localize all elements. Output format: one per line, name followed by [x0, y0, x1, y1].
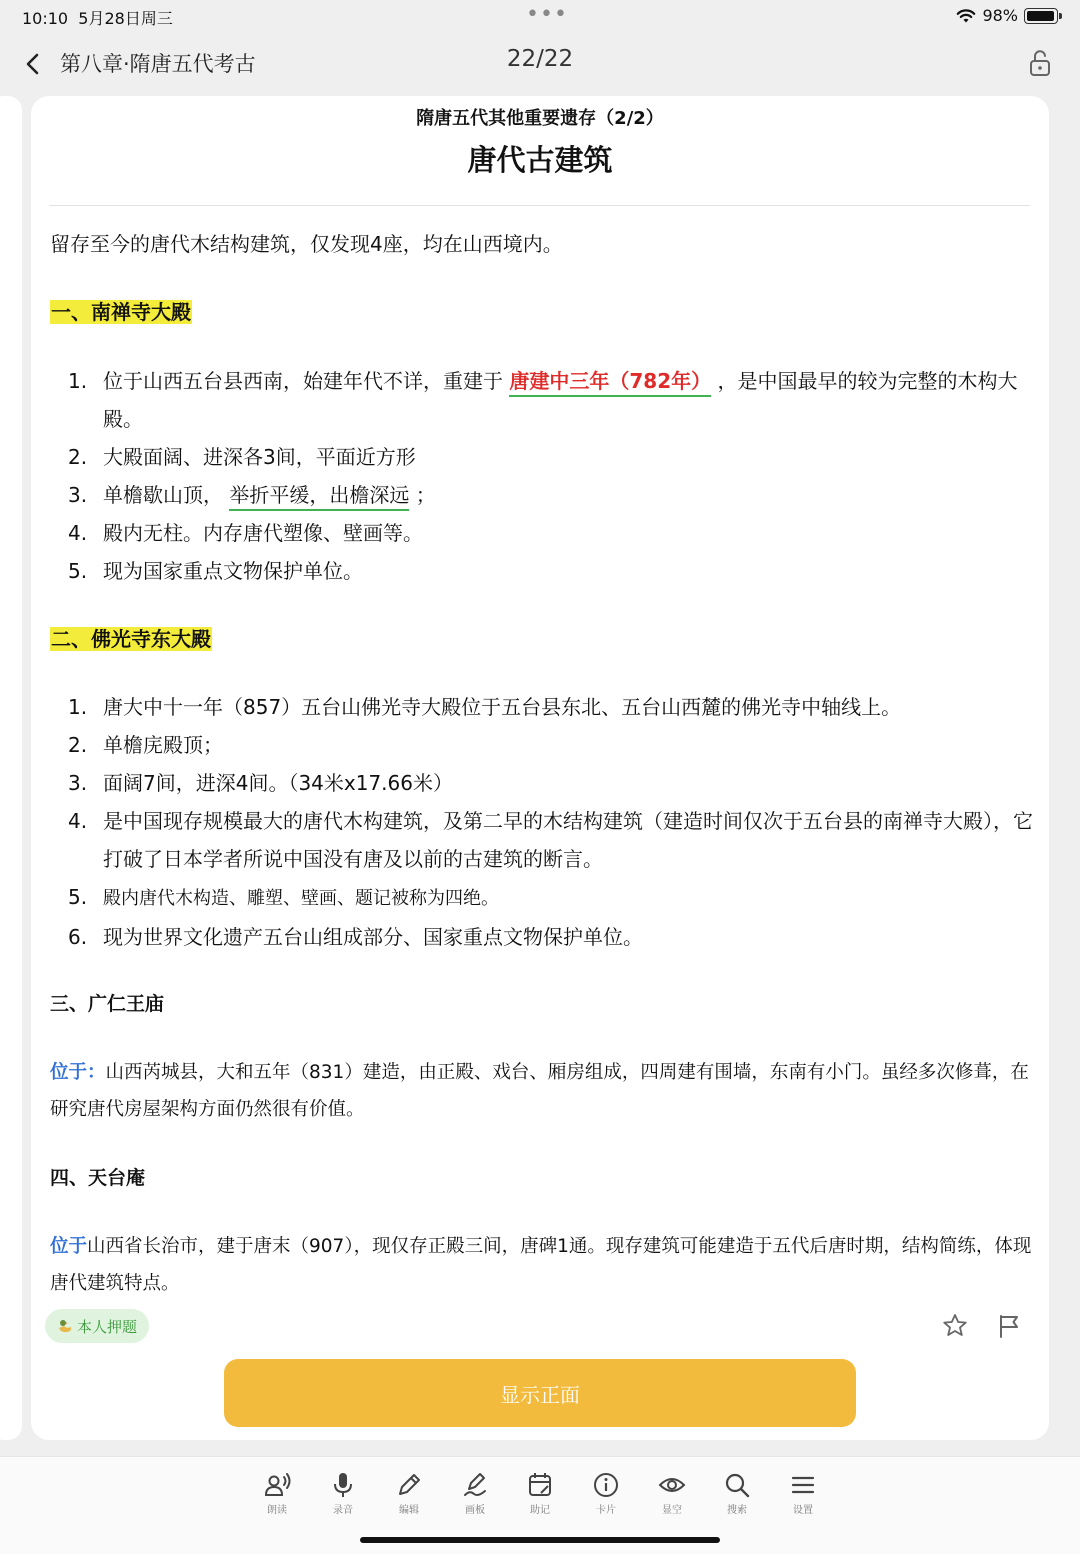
status-bar	[0, 0, 1080, 32]
list-number: 4.	[68, 521, 88, 545]
toolbar-card-info[interactable]	[581, 1471, 631, 1516]
toolbar-drawing-board[interactable]	[450, 1471, 500, 1516]
list-number: 1.	[68, 369, 88, 393]
star-icon[interactable]	[941, 1312, 969, 1340]
list-text: 大殿面阔、进深各3间，平面近方形	[103, 445, 416, 469]
tag-label: 本人押题	[77, 1317, 138, 1336]
section-heading-text: 一、南禅寺大殿	[51, 300, 191, 324]
card-subtitle: 隋唐五代其他重要遗存（2/2）	[416, 108, 664, 129]
drawing-board-icon	[461, 1471, 489, 1499]
pencil-icon	[395, 1471, 423, 1499]
flashcard	[31, 96, 1049, 1440]
list-text: ，是中国最早的较为完整的木构大殿。	[103, 369, 1018, 431]
toolbar-label: 搜索	[727, 1505, 747, 1516]
list-item	[50, 362, 1035, 438]
time-text: 10:10	[22, 9, 69, 28]
nanchan-list	[50, 362, 1035, 590]
read-aloud-icon	[263, 1471, 291, 1499]
bottom-toolbar	[0, 1456, 1080, 1554]
list-item	[50, 878, 1035, 918]
toolbar-label: 朗读	[267, 1505, 287, 1516]
status-right	[956, 6, 1058, 25]
list-text: 唐大中十一年（857）五台山佛光寺大殿位于五台县东北、五台山西麓的佛光寺中轴线上。	[103, 695, 902, 719]
list-item	[50, 688, 1035, 726]
list-text: 是中国现存规模最大的唐代木构建筑，及第二早的木结构建筑（建造时间仅次于五台县的南禅寺大殿），它打破了日本学者所说中国没有唐及以前的古建筑的断言。	[103, 809, 1033, 871]
wifi-icon	[956, 8, 976, 24]
list-item	[50, 438, 1035, 476]
duck-icon	[57, 1318, 73, 1334]
toolbar-label: 卡片	[596, 1505, 616, 1516]
chapter-title[interactable]: 第八章·隋唐五代考古	[60, 52, 256, 76]
list-number: 3.	[68, 771, 88, 795]
list-number: 2.	[68, 445, 88, 469]
guangren-text	[50, 1054, 1035, 1128]
toolbar-label: 编辑	[399, 1505, 419, 1516]
multitask-dots[interactable]: •••	[526, 2, 568, 27]
guess-tag[interactable]	[45, 1309, 149, 1343]
flag-icon[interactable]	[995, 1312, 1023, 1340]
list-text: ；	[415, 483, 436, 507]
calendar-icon	[526, 1471, 554, 1499]
home-indicator[interactable]	[360, 1537, 720, 1543]
eye-icon	[658, 1471, 686, 1499]
toolbar-settings[interactable]	[778, 1471, 828, 1516]
previous-card-edge[interactable]	[0, 96, 22, 1440]
show-front-button[interactable]: 显示正面	[224, 1359, 856, 1427]
list-number: 2.	[68, 733, 88, 757]
list-text: 单檐歇山顶，	[103, 483, 223, 507]
toolbar-read-aloud[interactable]	[252, 1471, 302, 1516]
list-item	[50, 476, 1035, 514]
list-text: 殿内无柱。内存唐代塑像、壁画等。	[103, 521, 423, 545]
tiantai-desc: 山西省长治市，建于唐末（907），现仅存正殿三间，唐碑1通。现存建筑可能建造于五代后唐时期，结构简练，体现唐代建筑特点。	[50, 1236, 1032, 1294]
toolbar-edit[interactable]	[384, 1471, 434, 1516]
foguang-list	[50, 688, 1035, 956]
page-counter: 22/22	[506, 46, 574, 72]
search-icon	[723, 1471, 751, 1499]
list-number: 5.	[68, 885, 88, 909]
info-icon	[592, 1471, 620, 1499]
toolbar-mnemonic[interactable]	[515, 1471, 565, 1516]
toolbar-label: 画板	[465, 1505, 485, 1516]
toolbar-show-blank[interactable]	[647, 1471, 697, 1516]
location-label: 位于	[50, 1236, 88, 1257]
list-number: 3.	[68, 483, 88, 507]
list-text: 殿内唐代木构造、雕塑、壁画、题记被称为四绝。	[103, 888, 499, 909]
battery-icon	[1024, 8, 1058, 24]
toolbar-label: 显空	[662, 1505, 682, 1516]
list-item	[50, 726, 1035, 764]
status-time	[22, 6, 173, 29]
highlight-date: 唐建中三年（782年）	[509, 369, 711, 397]
list-item	[50, 552, 1035, 590]
list-text: 位于山西五台县西南，始建年代不详，重建于	[103, 369, 503, 393]
toolbar-label: 设置	[793, 1505, 813, 1516]
list-item	[50, 514, 1035, 552]
toolbar-record[interactable]	[318, 1471, 368, 1516]
list-number: 4.	[68, 809, 88, 833]
divider	[49, 205, 1030, 206]
nav-bar	[0, 36, 1080, 92]
toolbar-label: 助记	[530, 1505, 550, 1516]
menu-icon	[789, 1471, 817, 1499]
toolbar-label: 录音	[333, 1505, 353, 1516]
guangren-desc: 山西芮城县，大和五年（831）建造，由正殿、戏台、厢房组成，四周建有围墙，东南有小门。虽经多次修葺，在研究唐代房屋架构方面仍然很有价值。	[50, 1062, 1029, 1120]
underlined-text: 举折平缓，出檐深远	[229, 483, 409, 511]
location-label: 位于：	[50, 1062, 106, 1083]
toolbar-search[interactable]	[712, 1471, 762, 1516]
list-text: 现为世界文化遗产五台山组成部分、国家重点文物保护单位。	[103, 925, 643, 949]
chevron-left-icon[interactable]	[20, 50, 48, 78]
date-text: 5月28日周三	[78, 9, 173, 28]
microphone-icon	[329, 1471, 357, 1499]
list-text: 单檐庑殿顶；	[103, 733, 223, 757]
intro-text: 留存至今的唐代木结构建筑，仅发现4座，均在山西境内。	[50, 232, 563, 256]
list-text: 面阔7间，进深4间。（34米x17.66米）	[103, 771, 453, 795]
section-heading-text: 二、佛光寺东大殿	[51, 627, 211, 651]
list-item	[50, 918, 1035, 956]
list-number: 5.	[68, 559, 88, 583]
section-heading-guangren: 三、广仁王庙	[50, 993, 165, 1015]
card-title: 唐代古建筑	[467, 143, 613, 177]
tiantai-text	[50, 1228, 1035, 1302]
list-item	[50, 802, 1035, 878]
section-heading-nanchan	[50, 297, 192, 327]
list-item	[50, 764, 1035, 802]
section-heading-tiantai: 四、天台庵	[50, 1167, 146, 1189]
section-heading-foguang	[50, 624, 212, 654]
list-number: 1.	[68, 695, 88, 719]
list-number: 6.	[68, 925, 88, 949]
list-text: 现为国家重点文物保护单位。	[103, 559, 363, 583]
unlock-icon[interactable]	[1026, 48, 1054, 78]
battery-percent: 98%	[982, 6, 1018, 25]
